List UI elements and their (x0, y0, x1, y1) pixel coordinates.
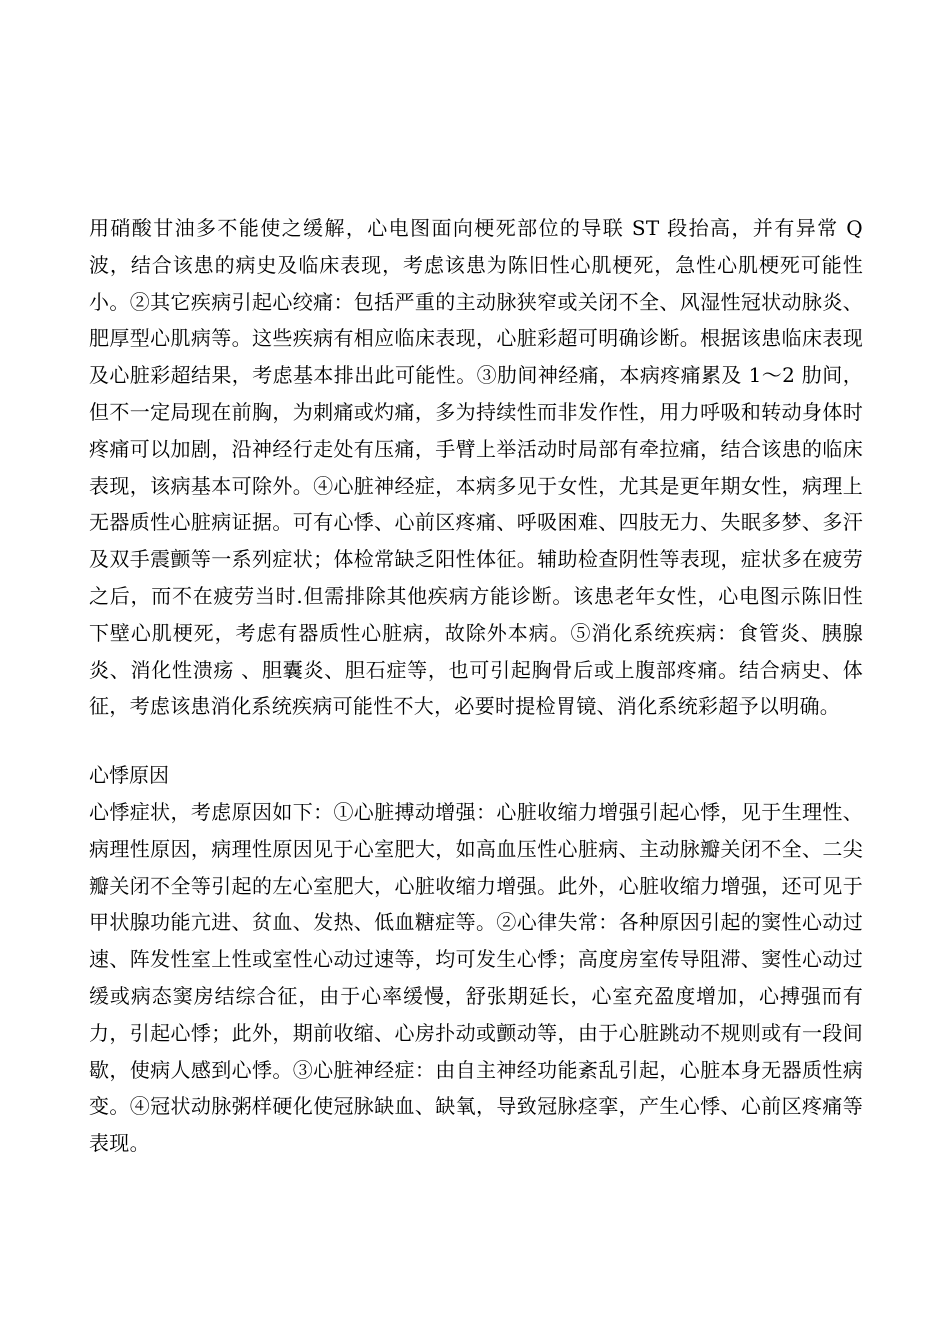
section-heading-palpitation: 心悸原因 (89, 763, 169, 788)
paragraph-gap (89, 725, 863, 757)
body-paragraph-palpitation: 心悸症状，考虑原因如下：①心脏搏动增强：心脏收缩力增强引起心悸，见于生理性、病理性原因，病理性原因见于心室肥大，如高血压性心脏病、主动脉瓣关闭不全、二尖瓣关闭不全等引起的左心室肥大，心脏收缩力增强。此外，心脏收缩力增强，还可见于甲状腺功能亢进、贫血、发热、低血糖症等。②心律失常：各种原因引起的窦性心动过速、阵发性室上性或室性心动过速等，均可发生心悸；高度房室传导阻滞、窦性心动过缓或病态窦房结综合征，由于心率缓慢，舒张期延长，心室充盈度增加，心搏强而有力，引起心悸；此外，期前收缩、心房扑动或颤动等，由于心脏跳动不规则或有一段间歇，使病人感到心悸。③心脏神经症：由自主神经功能紊乱引起，心脏本身无器质性病变。④冠状动脉粥样硬化使冠脉缺血、缺氧，导致冠脉痉挛，产生心悸、心前区疼痛等表现。 (89, 799, 863, 1156)
body-paragraph-differential: 用硝酸甘油多不能使之缓解，心电图面向梗死部位的导联 ST 段抬高，并有异常 Q 波，结合该患的病史及临床表现，考虑该患为陈旧性心肌梗死，急性心肌梗死可能性小。②其它疾病引起心绞痛：包括严重的主动脉狭窄或关闭不全、风湿性冠状动脉炎、肥厚型心肌病等。这些疾病有相应临床表现，心脏彩超可明确诊断。根据该患临床表现及心脏彩超结果，考虑基本排出此可能性。③肋间神经痛，本病疼痛累及 1～2 肋间，但不一定局现在前胸，为刺痛或灼痛，多为持续性而非发作性，用力呼吸和转动身体时疼痛可以加剧，沿神经行走处有压痛，手臂上举活动时局部有牵拉痛，结合该患的临床表现，该病基本可除外。④心脏神经症，本病多见于女性，尤其是更年期女性，病理上无器质性心脏病证据。可有心悸、心前区疼痛、呼吸困难、四肢无力、失眠多梦、多汗及双手震颤等一系列症状；体检常缺乏阳性体征。辅助检查阴性等表现，症状多在疲劳之后，而不在疲劳当时.但需排除其他疾病方能诊断。该患老年女性，心电图示陈旧性下壁心肌梗死，考虑有器质性心脏病，故除外本病。⑤消化系统疾病：食管炎、胰腺炎、消化性溃疡 、胆囊炎、胆石症等，也可引起胸骨后或上腹部疼痛。结合病史、体征，考虑该患消化系统疾病可能性不大，必要时提检胃镜、消化系统彩超予以明确。 (89, 216, 863, 719)
document-page (89, 210, 863, 1210)
